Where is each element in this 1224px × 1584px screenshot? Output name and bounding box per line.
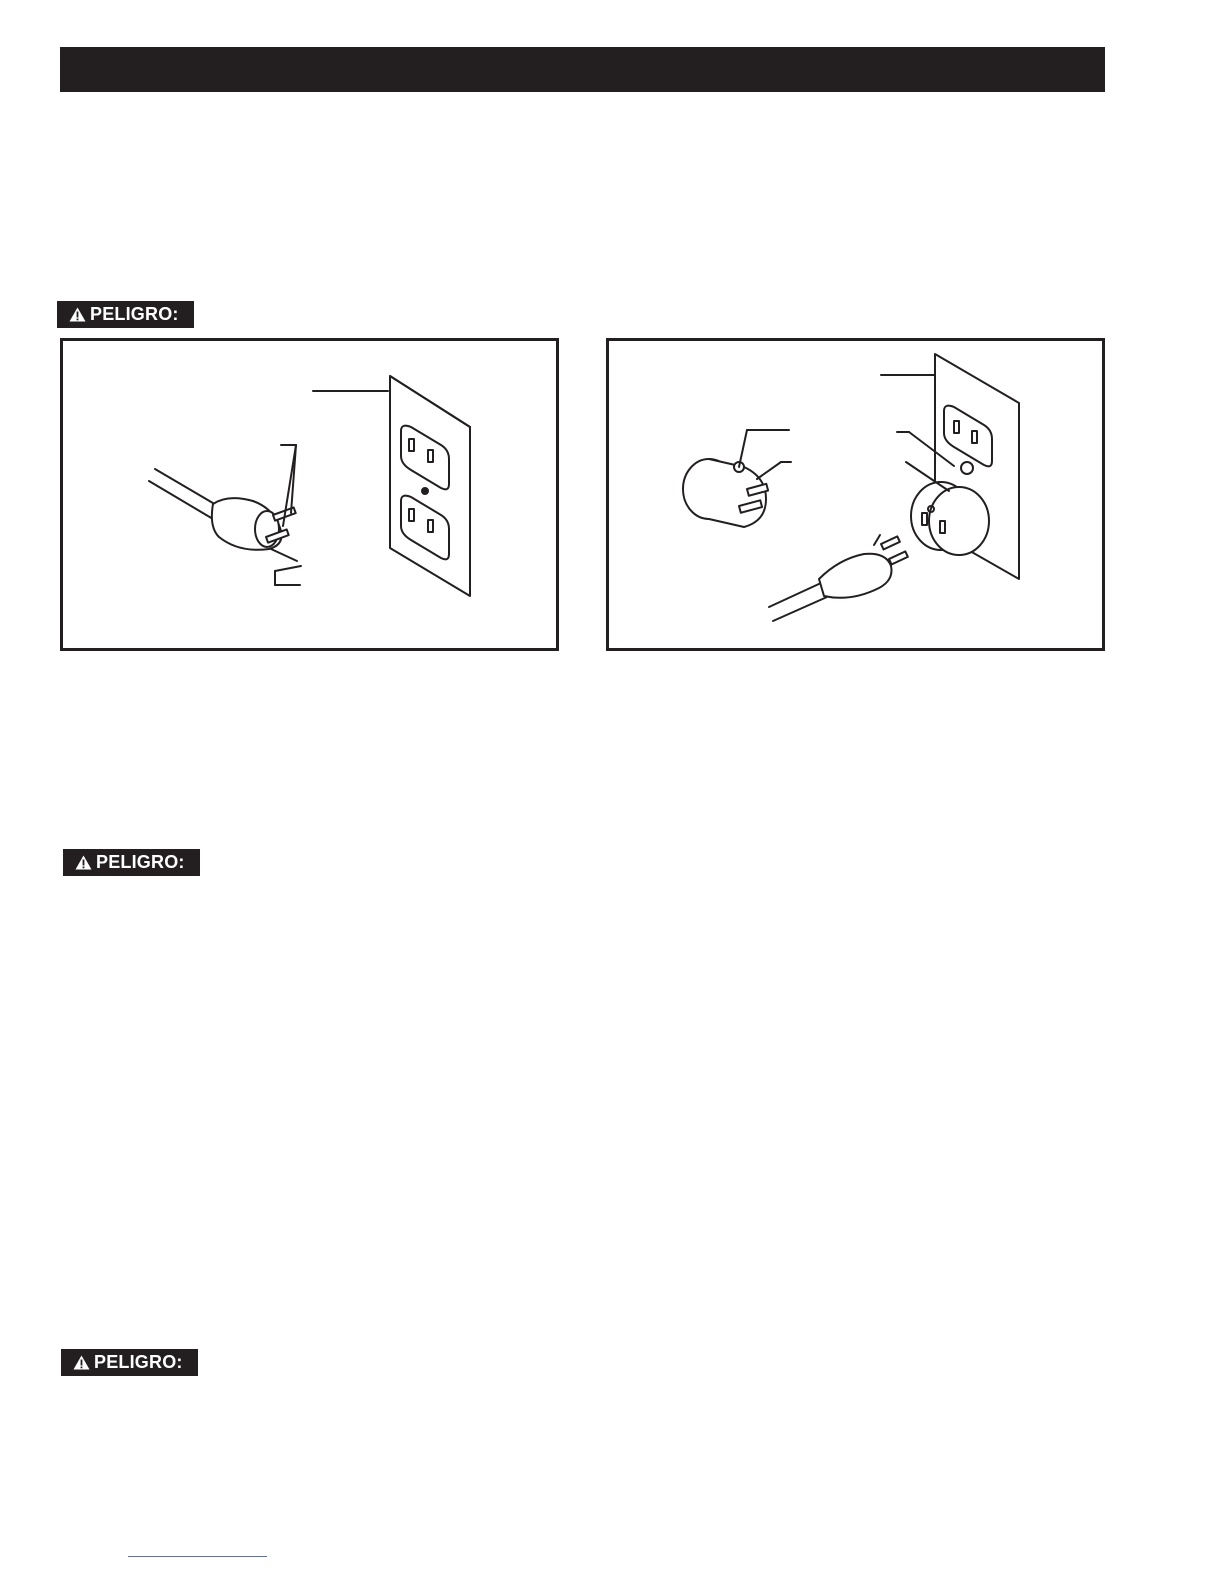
figure-grounded-plug	[60, 338, 559, 651]
warning-triangle-icon	[73, 1355, 90, 1370]
figure-adapter-plug	[606, 338, 1105, 651]
footer-rule	[128, 1556, 267, 1557]
header-bar	[60, 47, 1105, 92]
warning-triangle-icon	[69, 307, 86, 322]
danger-label-text: PELIGRO:	[94, 1352, 183, 1372]
adapter-plug-illustration	[609, 341, 1102, 648]
danger-label	[57, 301, 194, 328]
danger-label	[63, 849, 200, 876]
danger-label-text: PELIGRO:	[96, 852, 185, 872]
danger-label	[61, 1349, 198, 1376]
danger-label-text: PELIGRO:	[90, 304, 179, 324]
warning-triangle-icon	[75, 855, 92, 870]
grounded-plug-illustration	[63, 341, 556, 648]
